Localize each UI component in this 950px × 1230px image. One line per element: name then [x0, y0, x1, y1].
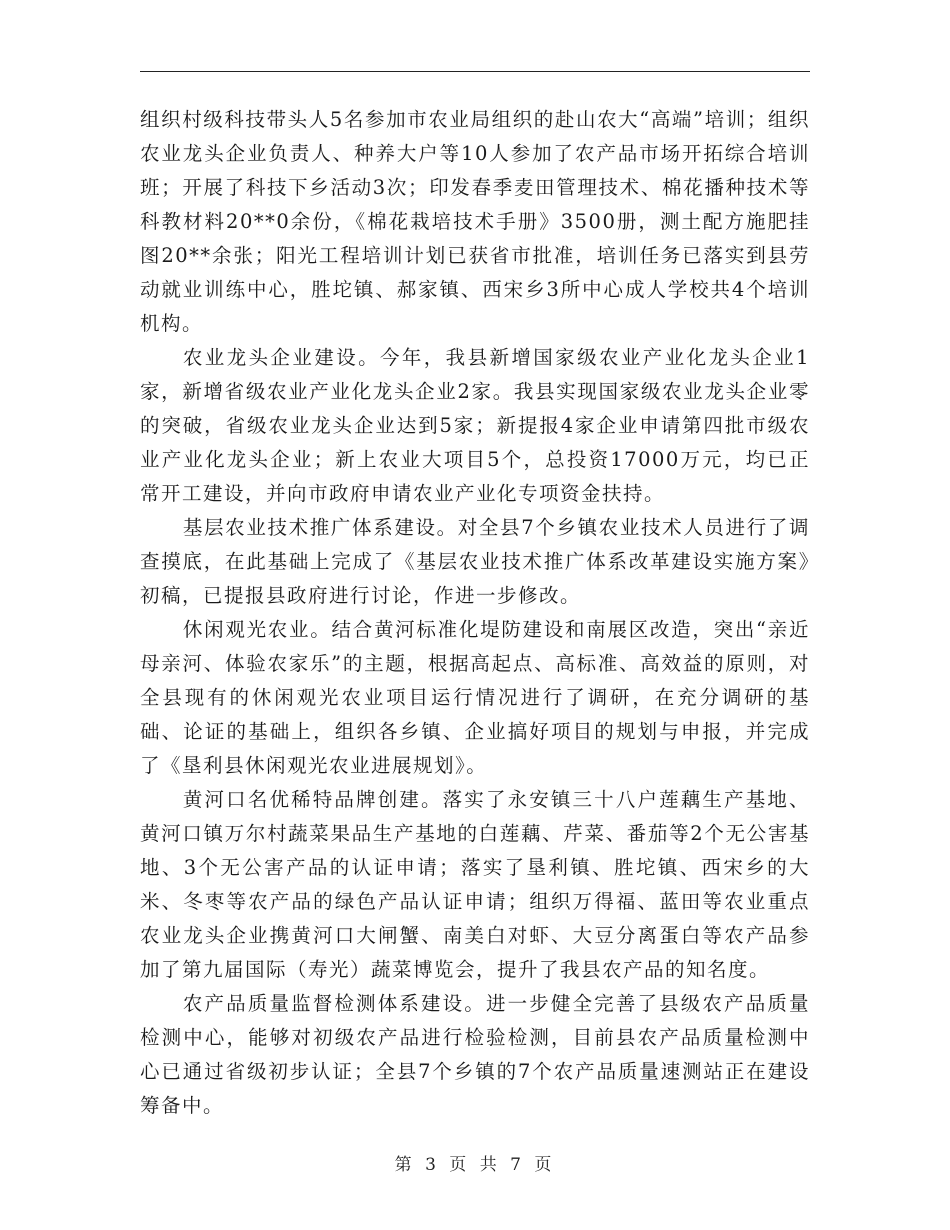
paragraph-brand-creation: 黄河口名优稀特品牌创建。落实了永安镇三十八户莲藕生产基地、黄河口镇万尔村蔬菜果品生产基地的白莲藕、芹菜、番茄等2个无公害基地、3个无公害产品的认证申请；落实了垦利镇、胜坨镇、西宋乡的大米、冬枣等农产品的绿色产品认证申请；组织万得福、蓝田等农业重点农业龙头企业携黄河口大闸蟹、南美白对虾、大豆分离蛋白等农产品参加了第九届国际（寿光）蔬菜博览会，提升了我县农产品的知名度。 — [140, 788, 810, 981]
paragraph-extension-system: 基层农业技术推广体系建设。对全县7个乡镇农业技术人员进行了调查摸底，在此基础上完成了《基层农业技术推广体系改革建设实施方案》初稿，已提报县政府进行讨论，作进一步修改。 — [140, 516, 810, 607]
document-body — [140, 103, 810, 1123]
header-rule — [140, 71, 810, 72]
paragraph-dragon-head-enterprises: 农业龙头企业建设。今年，我县新增国家级农业产业化龙头企业1家，新增省级农业产业化龙头企业2家。我县实现国家级农业龙头企业零的突破，省级农业龙头企业达到5家；新提报4家企业申请第四批市级农业产业化龙头企业；新上农业大项目5个，总投资17000万元，均已正常开工建设，并向市政府申请农业产业化专项资金扶持。 — [140, 346, 810, 505]
paragraph-1: 组织村级科技带头人5名参加市农业局组织的赴山农大“高端”培训；组织农业龙头企业负责人、种养大户等10人参加了农产品市场开拓综合培训班；开展了科技下乡活动3次；印发春季麦田管理技术、棉花播种技术等科教材料20**0余份，《棉花栽培技术手册》3500册，测土配方施肥挂图20**余张；阳光工程培训计划已获省市批准，培训任务已落实到县劳动就业训练中心，胜坨镇、郝家镇、西宋乡3所中心成人学校共4个培训机构。 — [140, 108, 810, 335]
page-number-footer: 第 3 页 共 7 页 — [394, 1155, 556, 1175]
paragraph-leisure-agriculture: 休闲观光农业。结合黄河标准化堤防建设和南展区改造，突出“亲近母亲河、体验农家乐”的主题，根据高起点、高标准、高效益的原则，对全县现有的休闲观光农业项目运行情况进行了调研，在充分调研的基础、论证的基础上，组织各乡镇、企业搞好项目的规划与申报，并完成了《垦利县休闲观光农业进展规划》。 — [140, 618, 810, 777]
paragraph-quality-inspection: 农产品质量监督检测体系建设。进一步健全完善了县级农产品质量检测中心，能够对初级农产品进行检验检测，目前县农产品质量检测中心已通过省级初步认证；全县7个乡镇的7个农产品质量速测站正在建设筹备中。 — [140, 992, 810, 1117]
